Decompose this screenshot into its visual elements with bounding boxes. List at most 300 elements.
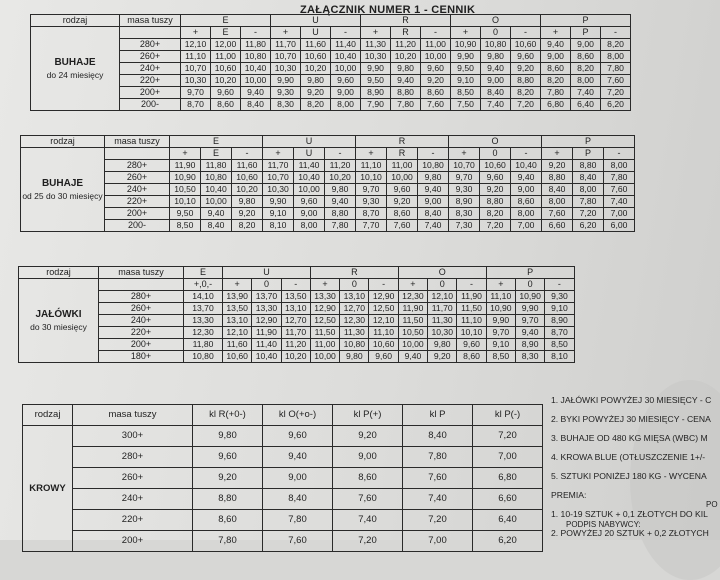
price-cell: 8,40 xyxy=(201,220,232,232)
price-cell: 9,90 xyxy=(361,63,391,75)
price-cell: 9,70 xyxy=(515,315,544,327)
price-cell: 9,60 xyxy=(387,184,418,196)
price-cell: 8,40 xyxy=(573,172,604,184)
signature-label-2: PO xyxy=(706,500,718,509)
price-cell: 8,90 xyxy=(449,196,480,208)
price-cell: 8,60 xyxy=(211,99,241,111)
price-cell: 7,40 xyxy=(418,220,449,232)
mass-cell: 200- xyxy=(120,99,181,111)
price-cell: 11,10 xyxy=(356,160,387,172)
price-cell: 12,50 xyxy=(369,303,398,315)
price-cell: 9,20 xyxy=(232,208,263,220)
price-cell: 8,60 xyxy=(193,510,263,531)
sub-class-header: - xyxy=(604,148,635,160)
price-cell: 10,20 xyxy=(211,75,241,87)
table-row xyxy=(21,208,635,220)
price-cell: 9,20 xyxy=(301,87,331,99)
row-group-label xyxy=(19,279,99,363)
price-table-buhaje-25-30 xyxy=(20,135,635,232)
price-cell: 10,40 xyxy=(252,351,281,363)
sub-class-header: U xyxy=(301,27,331,39)
price-cell: 9,30 xyxy=(449,184,480,196)
price-cell: 12,70 xyxy=(281,315,310,327)
price-cell: 9,10 xyxy=(451,75,481,87)
price-cell: 9,00 xyxy=(541,51,571,63)
class-header: O xyxy=(398,267,486,279)
price-cell: 9,20 xyxy=(428,351,457,363)
price-cell: 10,40 xyxy=(511,160,542,172)
price-cell: 11,60 xyxy=(301,39,331,51)
price-cell: 10,70 xyxy=(449,160,480,172)
price-cell: 10,60 xyxy=(301,51,331,63)
price-cell: 7,70 xyxy=(356,220,387,232)
price-cell: 7,20 xyxy=(573,208,604,220)
mass-cell: 280+ xyxy=(73,447,193,468)
price-cell: 9,90 xyxy=(451,51,481,63)
sub-class-header: 0 xyxy=(481,27,511,39)
price-cell: 10,20 xyxy=(281,351,310,363)
sub-class-header: - xyxy=(241,27,271,39)
price-cell: 6,40 xyxy=(571,99,601,111)
price-cell: 13,10 xyxy=(340,291,369,303)
price-cell: 8,20 xyxy=(571,63,601,75)
mass-cell: 200+ xyxy=(105,208,170,220)
masa-header: masa tuszy xyxy=(99,267,184,279)
table-row xyxy=(31,51,631,63)
price-cell: 9,50 xyxy=(170,208,201,220)
price-cell: 7,50 xyxy=(451,99,481,111)
mass-cell: 220+ xyxy=(99,327,184,339)
price-cell: 11,30 xyxy=(340,327,369,339)
price-cell: 11,40 xyxy=(294,160,325,172)
label-sub: do 24 miesięcy xyxy=(46,69,104,80)
price-cell: 9,40 xyxy=(511,172,542,184)
price-cell: 8,00 xyxy=(294,220,325,232)
price-cell: 12,10 xyxy=(428,291,457,303)
mass-cell: 260+ xyxy=(73,468,193,489)
price-cell: 11,50 xyxy=(310,327,339,339)
price-cell: 9,90 xyxy=(263,196,294,208)
price-cell: 9,80 xyxy=(391,63,421,75)
price-cell: 10,30 xyxy=(181,75,211,87)
price-cell: 7,20 xyxy=(403,510,473,531)
price-cell: 13,70 xyxy=(252,291,281,303)
price-cell: 12,50 xyxy=(310,315,339,327)
price-cell: 7,00 xyxy=(473,447,543,468)
table-row xyxy=(23,447,543,468)
price-cell: 9,60 xyxy=(480,172,511,184)
price-cell: 8,70 xyxy=(545,327,574,339)
sub-class-header: + xyxy=(170,148,201,160)
price-cell: 10,00 xyxy=(294,184,325,196)
price-cell: 9,00 xyxy=(294,208,325,220)
price-cell: 7,20 xyxy=(601,87,631,99)
price-cell: 9,20 xyxy=(387,196,418,208)
price-cell: 9,10 xyxy=(545,303,574,315)
price-cell: 12,70 xyxy=(340,303,369,315)
price-cell: 9,20 xyxy=(511,63,541,75)
sub-class-header: 0 xyxy=(428,279,457,291)
class-header: U xyxy=(271,15,361,27)
note-line: 1. JAŁÓWKI POWYŻEJ 30 MIESIĘCY - C xyxy=(551,395,712,405)
price-cell: 11,40 xyxy=(331,39,361,51)
price-cell: 10,60 xyxy=(223,351,252,363)
price-cell: 12,30 xyxy=(184,327,223,339)
table-row xyxy=(19,351,575,363)
price-cell: 9,80 xyxy=(481,51,511,63)
class-header: O xyxy=(449,136,542,148)
sub-class-header: R xyxy=(391,27,421,39)
class-header: O xyxy=(451,15,541,27)
masa-header: masa tuszy xyxy=(120,15,181,27)
price-cell: 10,80 xyxy=(201,172,232,184)
price-cell: 9,40 xyxy=(398,351,427,363)
price-cell: 11,00 xyxy=(211,51,241,63)
sub-class-header: U xyxy=(294,148,325,160)
price-cell: 8,20 xyxy=(541,75,571,87)
sub-class-header: - xyxy=(281,279,310,291)
sub-class-header: + xyxy=(449,148,480,160)
price-cell: 6,00 xyxy=(604,220,635,232)
note-line: 2. POWYŻEJ 20 SZTUK + 0,2 ZŁOTYCH xyxy=(551,528,709,538)
price-cell: 10,60 xyxy=(480,160,511,172)
price-cell: 8,20 xyxy=(601,39,631,51)
price-cell: 7,60 xyxy=(601,75,631,87)
price-cell: 10,80 xyxy=(241,51,271,63)
price-cell: 10,70 xyxy=(271,51,301,63)
sub-class-header: 0 xyxy=(515,279,544,291)
price-cell: 6,80 xyxy=(473,468,543,489)
price-cell: 8,20 xyxy=(480,208,511,220)
price-cell: 7,40 xyxy=(403,489,473,510)
price-cell: 9,80 xyxy=(340,351,369,363)
price-cell: 9,20 xyxy=(193,468,263,489)
price-cell: 10,30 xyxy=(271,63,301,75)
price-cell: 9,60 xyxy=(263,426,333,447)
sub-class-header: - xyxy=(421,27,451,39)
class-header: U xyxy=(223,267,311,279)
price-cell: 10,60 xyxy=(369,339,398,351)
price-cell: 7,00 xyxy=(511,220,542,232)
mass-cell: 240+ xyxy=(105,184,170,196)
price-cell: 11,70 xyxy=(281,327,310,339)
table-row xyxy=(31,63,631,75)
sub-class-header: - xyxy=(325,148,356,160)
mass-cell: 220+ xyxy=(73,510,193,531)
price-cell: 8,00 xyxy=(573,184,604,196)
price-cell: 9,60 xyxy=(457,339,486,351)
price-cell: 7,60 xyxy=(333,489,403,510)
price-cell: 8,80 xyxy=(325,208,356,220)
sub-class-header: R xyxy=(387,148,418,160)
price-cell: 9,90 xyxy=(515,303,544,315)
class-header: R xyxy=(356,136,449,148)
masa-subheader xyxy=(120,27,181,39)
sub-class-header: +,0,- xyxy=(184,279,223,291)
table-row xyxy=(21,196,635,208)
page-title: ZAŁĄCZNIK NUMER 1 - CENNIK xyxy=(300,4,476,16)
price-cell: 10,00 xyxy=(387,172,418,184)
table-row xyxy=(31,75,631,87)
price-cell: 9,10 xyxy=(263,208,294,220)
sub-class-header: + xyxy=(263,148,294,160)
price-cell: 8,80 xyxy=(573,160,604,172)
price-cell: 8,00 xyxy=(542,196,573,208)
sub-class-header: + xyxy=(223,279,252,291)
price-cell: 10,20 xyxy=(325,172,356,184)
sub-class-header: + xyxy=(541,27,571,39)
price-cell: 6,80 xyxy=(541,99,571,111)
class-header: P xyxy=(541,15,631,27)
price-cell: 8,80 xyxy=(193,489,263,510)
price-cell: 10,00 xyxy=(421,51,451,63)
mass-cell: 240+ xyxy=(99,315,184,327)
price-cell: 9,00 xyxy=(331,87,361,99)
price-cell: 10,50 xyxy=(398,327,427,339)
masa-subheader xyxy=(99,279,184,291)
price-cell: 10,10 xyxy=(170,196,201,208)
price-cell: 12,30 xyxy=(340,315,369,327)
sub-class-header: - xyxy=(545,279,574,291)
price-cell: 9,60 xyxy=(369,351,398,363)
price-cell: 9,40 xyxy=(515,327,544,339)
price-cell: 7,90 xyxy=(361,99,391,111)
price-cell: 11,80 xyxy=(241,39,271,51)
class-header: U xyxy=(263,136,356,148)
price-cell: 10,20 xyxy=(391,51,421,63)
label-sub: do 30 miesięcy xyxy=(30,321,87,332)
price-cell: 11,80 xyxy=(201,160,232,172)
price-cell: 8,60 xyxy=(457,351,486,363)
table-row xyxy=(19,303,575,315)
price-cell: 7,00 xyxy=(604,208,635,220)
price-cell: 9,00 xyxy=(511,184,542,196)
price-cell: 8,80 xyxy=(511,75,541,87)
price-cell: 13,50 xyxy=(281,291,310,303)
sub-class-header: + xyxy=(398,279,427,291)
mass-cell: 200+ xyxy=(120,87,181,99)
price-cell: 10,20 xyxy=(232,184,263,196)
price-cell: 10,00 xyxy=(310,351,339,363)
price-cell: 8,60 xyxy=(387,208,418,220)
table-row xyxy=(23,510,543,531)
price-cell: 9,80 xyxy=(232,196,263,208)
sub-class-header: + xyxy=(361,27,391,39)
class-header: kl P(+) xyxy=(333,405,403,426)
price-cell: 12,10 xyxy=(369,315,398,327)
sub-class-header: + xyxy=(356,148,387,160)
price-cell: 8,00 xyxy=(604,160,635,172)
price-cell: 7,40 xyxy=(481,99,511,111)
price-cell: 7,40 xyxy=(333,510,403,531)
masa-subheader xyxy=(105,148,170,160)
sub-class-header: 0 xyxy=(480,148,511,160)
price-cell: 8,60 xyxy=(571,51,601,63)
price-cell: 9,60 xyxy=(294,196,325,208)
price-cell: 9,30 xyxy=(545,291,574,303)
price-cell: 9,50 xyxy=(361,75,391,87)
sub-class-header: - xyxy=(418,148,449,160)
price-cell: 9,30 xyxy=(271,87,301,99)
price-cell: 9,40 xyxy=(418,184,449,196)
price-cell: 13,10 xyxy=(223,315,252,327)
price-cell: 9,40 xyxy=(263,447,333,468)
price-cell: 8,20 xyxy=(301,99,331,111)
label-main: JAŁÓWKI xyxy=(35,308,82,320)
price-cell: 12,90 xyxy=(252,315,281,327)
price-cell: 8,80 xyxy=(480,196,511,208)
price-cell: 13,90 xyxy=(223,291,252,303)
price-cell: 6,20 xyxy=(601,99,631,111)
sub-class-header: - xyxy=(511,27,541,39)
sub-class-header: - xyxy=(232,148,263,160)
price-cell: 9,80 xyxy=(193,426,263,447)
price-cell: 10,40 xyxy=(331,51,361,63)
sub-class-header: P xyxy=(573,148,604,160)
price-cell: 9,30 xyxy=(356,196,387,208)
price-cell: 10,50 xyxy=(170,184,201,196)
table-row xyxy=(31,87,631,99)
mass-cell: 260+ xyxy=(105,172,170,184)
price-cell: 10,80 xyxy=(481,39,511,51)
price-cell: 9,40 xyxy=(481,63,511,75)
mass-cell: 200+ xyxy=(99,339,184,351)
price-cell: 8,90 xyxy=(361,87,391,99)
price-cell: 8,80 xyxy=(542,172,573,184)
row-group-label xyxy=(31,27,120,111)
price-cell: 10,40 xyxy=(241,63,271,75)
price-cell: 9,00 xyxy=(418,196,449,208)
table-row xyxy=(19,315,575,327)
price-cell: 7,80 xyxy=(193,531,263,552)
price-cell: 12,10 xyxy=(181,39,211,51)
price-cell: 8,40 xyxy=(403,426,473,447)
mass-cell: 240+ xyxy=(73,489,193,510)
masa-header: masa tuszy xyxy=(105,136,170,148)
price-cell: 9,00 xyxy=(571,39,601,51)
price-cell: 8,40 xyxy=(418,208,449,220)
price-cell: 7,80 xyxy=(604,172,635,184)
mass-cell: 220+ xyxy=(105,196,170,208)
price-cell: 10,30 xyxy=(428,327,457,339)
price-cell: 6,40 xyxy=(473,510,543,531)
rodzaj-header: rodzaj xyxy=(21,136,105,148)
sub-class-header: E xyxy=(211,27,241,39)
class-header: E xyxy=(170,136,263,148)
price-cell: 9,00 xyxy=(333,447,403,468)
price-cell: 11,00 xyxy=(421,39,451,51)
mass-cell: 280+ xyxy=(99,291,184,303)
mass-cell: 220+ xyxy=(120,75,181,87)
mass-cell: 280+ xyxy=(120,39,181,51)
price-cell: 11,90 xyxy=(457,291,486,303)
price-table-jalowki xyxy=(18,266,575,363)
sub-class-header: + xyxy=(271,27,301,39)
sub-class-header: 0 xyxy=(340,279,369,291)
price-cell: 9,70 xyxy=(181,87,211,99)
note-line: 1. 10-19 SZTUK + 0,1 ZŁOTYCH DO KIL xyxy=(551,509,708,519)
price-cell: 7,80 xyxy=(391,99,421,111)
price-cell: 7,60 xyxy=(542,208,573,220)
price-cell: 14,10 xyxy=(184,291,223,303)
price-cell: 8,10 xyxy=(545,351,574,363)
price-cell: 13,70 xyxy=(184,303,223,315)
price-cell: 9,60 xyxy=(211,87,241,99)
price-cell: 7,30 xyxy=(449,220,480,232)
mass-cell: 260+ xyxy=(99,303,184,315)
price-cell: 12,90 xyxy=(369,291,398,303)
price-cell: 8,50 xyxy=(170,220,201,232)
sub-class-header: 0 xyxy=(252,279,281,291)
price-cell: 9,80 xyxy=(325,184,356,196)
price-cell: 7,80 xyxy=(263,510,333,531)
signature-label: PODPIS NABYWCY: xyxy=(566,520,641,529)
table-row xyxy=(23,531,543,552)
price-cell: 10,80 xyxy=(340,339,369,351)
price-cell: 11,00 xyxy=(387,160,418,172)
price-cell: 9,60 xyxy=(193,447,263,468)
sub-class-header: + xyxy=(486,279,515,291)
price-cell: 8,80 xyxy=(391,87,421,99)
price-cell: 11,70 xyxy=(271,39,301,51)
class-header: R xyxy=(361,15,451,27)
price-cell: 10,60 xyxy=(232,172,263,184)
price-cell: 6,60 xyxy=(473,489,543,510)
price-cell: 10,90 xyxy=(170,172,201,184)
price-cell: 9,10 xyxy=(486,339,515,351)
price-cell: 9,80 xyxy=(418,172,449,184)
price-cell: 9,60 xyxy=(421,63,451,75)
price-cell: 9,90 xyxy=(271,75,301,87)
class-header: kl P xyxy=(403,405,473,426)
price-cell: 11,50 xyxy=(398,315,427,327)
sub-class-header: - xyxy=(457,279,486,291)
premia-heading: PREMIA: xyxy=(551,490,587,500)
price-cell: 10,90 xyxy=(451,39,481,51)
price-cell: 12,00 xyxy=(211,39,241,51)
class-header: R xyxy=(310,267,398,279)
mass-cell: 200- xyxy=(105,220,170,232)
price-cell: 7,20 xyxy=(511,99,541,111)
price-cell: 8,30 xyxy=(271,99,301,111)
sub-class-header: - xyxy=(511,148,542,160)
price-cell: 11,60 xyxy=(232,160,263,172)
price-cell: 11,70 xyxy=(263,160,294,172)
price-cell: 9,20 xyxy=(421,75,451,87)
price-cell: 10,20 xyxy=(301,63,331,75)
price-cell: 8,70 xyxy=(356,208,387,220)
price-cell: 13,50 xyxy=(223,303,252,315)
price-cell: 11,90 xyxy=(398,303,427,315)
price-cell: 9,70 xyxy=(486,327,515,339)
price-cell: 10,80 xyxy=(184,351,223,363)
class-header: kl R(+0-) xyxy=(193,405,263,426)
class-header: P xyxy=(486,267,574,279)
table-row xyxy=(31,39,631,51)
masa-header: masa tuszy xyxy=(73,405,193,426)
sub-class-header: + xyxy=(542,148,573,160)
table-row xyxy=(21,160,635,172)
price-cell: 9,70 xyxy=(449,172,480,184)
price-cell: 10,10 xyxy=(457,327,486,339)
price-cell: 9,40 xyxy=(201,208,232,220)
price-cell: 12,10 xyxy=(223,327,252,339)
price-cell: 10,90 xyxy=(486,303,515,315)
sub-class-header: E xyxy=(201,148,232,160)
mass-cell: 280+ xyxy=(105,160,170,172)
price-cell: 8,50 xyxy=(545,339,574,351)
sub-class-header: + xyxy=(181,27,211,39)
